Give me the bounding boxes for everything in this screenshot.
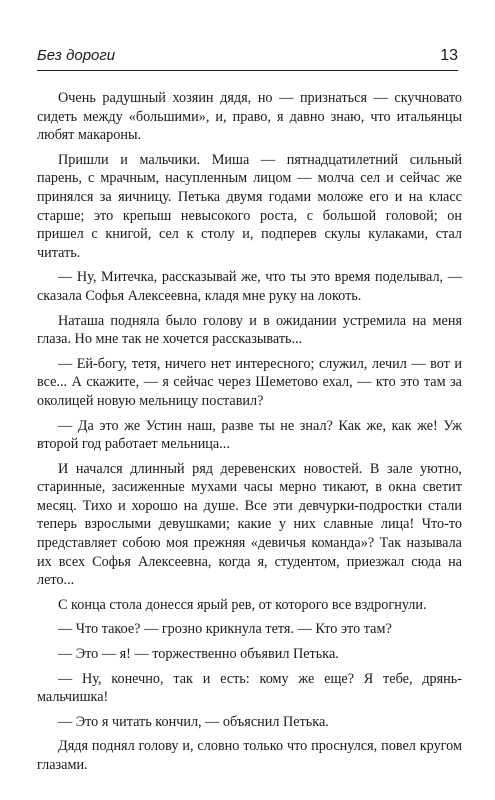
paragraph: Дядя поднял голову и, словно только что проснулся, повел кругом глазами. — [37, 738, 462, 773]
page-number: 13 — [440, 47, 458, 64]
body-text — [37, 89, 462, 781]
header-rule — [37, 70, 458, 71]
paragraph: — Что такое? — грозно крикнула тетя. — Кто это там? — [58, 621, 392, 638]
paragraph: Очень радушный хозяин дядя, но — признаться — скучновато сидеть между «большими», и, право, я давно знаю, что итальянцы любят макароны. — [37, 90, 462, 144]
paragraph: Наташа подняла было голову и в ожидании устремила на меня глаза. Но мне так не хочется рассказывать... — [37, 312, 462, 348]
chapter-title: Без дороги — [37, 47, 116, 64]
paragraph: — Ей-богу, тетя, ничего нет интересного; служил, лечил — вот и все... А скажите, — я сейчас через Шеметово ехал, — кто это там за околицей новую мельницу поставил? — [37, 355, 462, 409]
paragraph: С конца стола донесся ярый рев, от которого все вздрогнули. — [58, 596, 427, 613]
paragraph: — Ну, Митечка, рассказывай же, что ты это время поделывал, — сказала Софья Алексеевна, кладя мне руку на локоть. — [37, 269, 462, 304]
paragraph: Пришли и мальчики. Миша — пятнадцатилетний сильный парень, с мрачным, насупленным лицом — молча сел и сейчас же принялся за яичницу. Петька двумя годами моложе его и на класс старше; это крепыш невысокого роста, с большой головой; он пришел с книгой, сел к столу и, подперев скулы кулаками, стал читать. — [37, 151, 462, 261]
paragraph: — Это я читать кончил, — объяснил Петька. — [58, 713, 329, 730]
running-head — [37, 47, 458, 73]
paragraph: И начался длинный ряд деревенских новостей. В зале уютно, старинные, засиженные мухами часы мерно тикают, в окна светит месяц. Тихо и хорошо на душе. Все эти девчурки-подростки стали теперь взрослыми девушками; какие у них славные лица! Что-то представляет собою моя прежняя «девичья команда»? Так называла их всех Софья Алексеевна, когда я, студентом, приезжал сюда на лето... — [37, 460, 462, 589]
paragraph: — Это — я! — торжественно объявил Петька. — [58, 646, 339, 663]
paragraph: — Ну, конечно, так и есть: кому же еще? Я тебе, дрянь-мальчишка! — [37, 670, 462, 706]
paragraph: — Да это же Устин наш, разве ты не знал? Как же, как же! Уж второй год работает мельница... — [37, 417, 462, 453]
